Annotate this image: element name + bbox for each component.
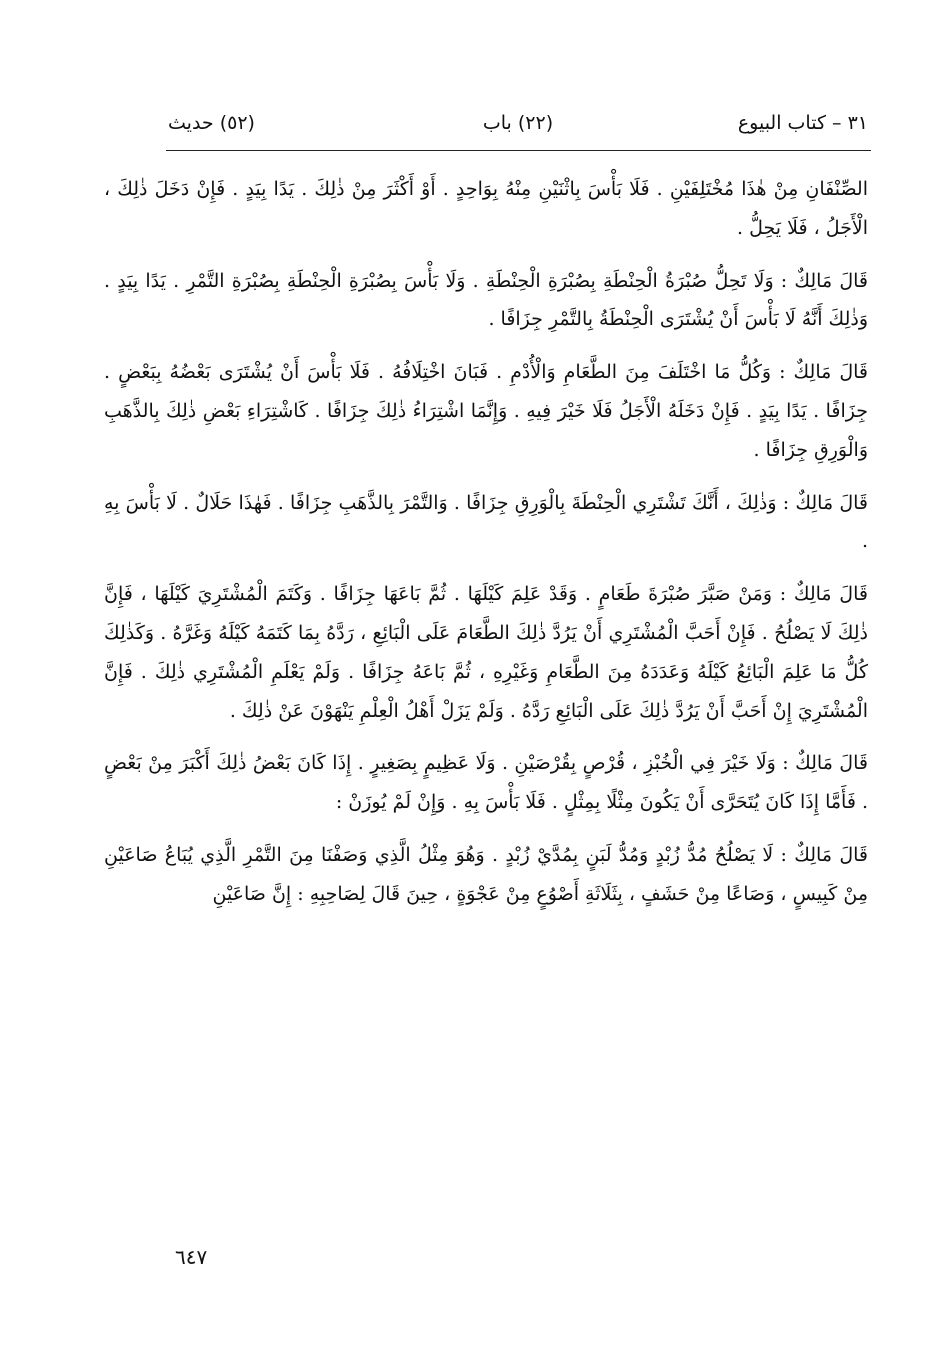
paragraph-malik-6: قَالَ مَالِكٌ : لَا يَصْلُحُ مُدُّ زُبْدٍ وَمُدُّ لَبَنٍ بِمُدَّيْ زُبْدٍ . وَهُوَ مِثْلُ الَّذِي وَصَفْنَا مِنَ التَّمْرِ الَّذِي يُبَاعُ صَاعَيْنِ مِنْ كَبِيسٍ ، وَصَاعًا مِنْ حَشَفٍ ، بِثَلَاثَةِ أَصْوُعٍ مِنْ عَجْوَةٍ ، حِينَ قَالَ لِصَاحِبِهِ : إِنَّ صَاعَيْنِ: [104, 843, 868, 905]
paragraph-continuation: الصِّنْفَانِ مِنْ هٰذَا مُخْتَلِفَيْنِ . فَلَا بَأْسَ بِاثْنَيْنِ مِنْهُ بِوَاحِدٍ . أَوْ أَكْثَرَ مِنْ ذٰلِكَ . يَدًا بِيَدٍ . فَإِنْ دَخَلَ ذٰلِكَ ، الْأَجَلُ ، فَلَا يَحِلُّ .: [104, 178, 868, 239]
chapter-label: (٢٢) باب: [482, 112, 554, 134]
running-header: [168, 112, 868, 148]
book-title: ٣١ – كتاب البيوع: [737, 112, 868, 134]
paragraph-malik-4: قَالَ مَالِكٌ : وَمَنْ صَبَّرَ صُبْرَةَ طَعَامٍ . وَقَدْ عَلِمَ كَيْلَهَا . ثُمَّ بَاعَهَا جِزَافًا . وَكَتَمَ الْمُشْتَرِيَ كَيْلَهَا ، فَإِنَّ ذٰلِكَ لَا يَصْلُحُ . فَإِنْ أَحَبَّ الْمُشْتَرِي أَنْ يَرُدَّ ذٰلِكَ الطَّعَامَ عَلَى الْبَائِعِ ، رَدَّهُ بِمَا كَتَمَهُ كَيْلَهُ وَغَرَّهُ . وَكَذٰلِكَ كُلُّ مَا عَلِمَ الْبَائِعُ كَيْلَهُ وَعَدَدَهُ مِنَ الطَّعَامِ وَغَيْرِهِ ، ثُمَّ بَاعَهُ جِزَافًا . وَلَمْ يَعْلَمِ الْمُشْتَرِي ذٰلِكَ . فَإِنَّ الْمُشْتَرِيَ إِنْ أَحَبَّ أَنْ يَرُدَّ ذٰلِكَ عَلَى الْبَائِعِ رَدَّهُ . وَلَمْ يَزَلْ أَهْلُ الْعِلْمِ يَنْهَوْنَ عَنْ ذٰلِكَ .: [104, 583, 868, 722]
paragraph-malik-5: قَالَ مَالِكٌ : وَلَا خَيْرَ فِي الْخُبْزِ ، قُرْصٍ بِقُرْصَيْنِ . وَلَا عَظِيمٍ بِصَغِيرٍ . إِذَا كَانَ بَعْضُ ذٰلِكَ أَكْبَرَ مِنْ بَعْضٍ . فَأَمَّا إِذَا كَانَ يُتَحَرَّى أَنْ يَكُونَ مِثْلًا بِمِثْلٍ . فَلَا بَأْسَ بِهِ . وَإِنْ لَمْ يُوزَنْ :: [104, 752, 868, 814]
header-rule: [166, 150, 871, 151]
page-body: [104, 170, 868, 928]
hadith-label: (٥٢) حديث: [168, 112, 255, 134]
paragraph-malik-2: قَالَ مَالِكٌ : وَكُلُّ مَا اخْتَلَفَ مِنَ الطَّعَامِ وَالْأُدْمِ . فَبَانَ اخْتِلَافُهُ . فَلَا بَأْسَ أَنْ يُشْتَرَى بَعْضُهُ بِبَعْضٍ . جِزَافًا . يَدًا بِيَدٍ . فَإِنْ دَخَلَهُ الْأَجَلُ فَلَا خَيْرَ فِيهِ . وَإِنَّمَا اشْتِرَاءُ ذٰلِكَ جِزَافًا . كَاشْتِرَاءِ بَعْضِ ذٰلِكَ بِالذَّهَبِ وَالْوَرِقِ جِزَافًا .: [104, 361, 868, 461]
paragraph-malik-1: قَالَ مَالِكٌ : وَلَا تَحِلُّ صُبْرَةُ الْحِنْطَةِ بِصُبْرَةِ الْحِنْطَةِ . وَلَا بَأْسَ بِصُبْرَةِ الْحِنْطَةِ بِصُبْرَةِ التَّمْرِ . يَدًا بِيَدٍ . وَذٰلِكَ أَنَّهُ لَا بَأْسَ أَنْ يُشْتَرَى الْحِنْطَةُ بِالتَّمْرِ جِزَافًا .: [104, 269, 868, 331]
page-number: ٦٤٧: [175, 1245, 208, 1269]
paragraph-malik-3: قَالَ مَالِكٌ : وَذٰلِكَ ، أَنَّكَ تَشْتَرِي الْحِنْطَةَ بِالْوَرِقِ جِزَافًا . وَالتَّمْرَ بِالذَّهَبِ جِزَافًا . فَهٰذَا حَلَالٌ . لَا بَأْسَ بِهِ .: [104, 491, 868, 553]
